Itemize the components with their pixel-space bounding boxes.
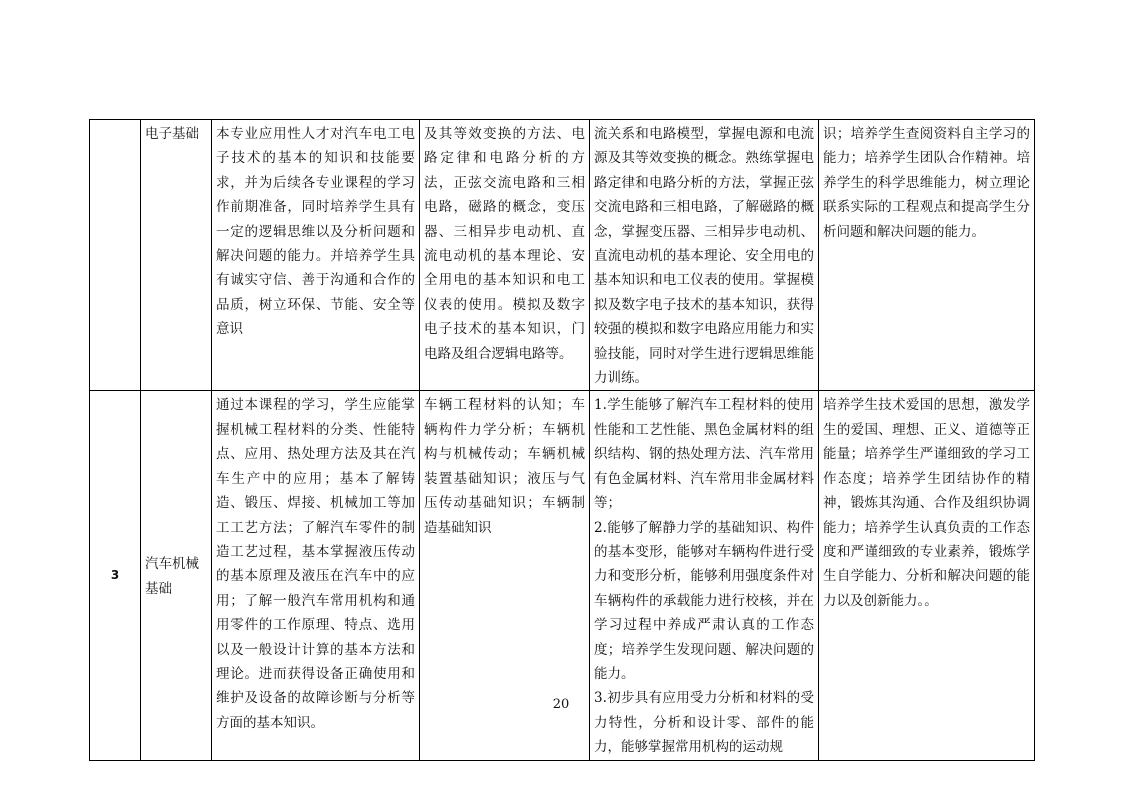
table-row — [90, 120, 1035, 391]
course-content — [420, 120, 590, 391]
page-number: 20 — [552, 697, 570, 712]
course-requirements — [590, 120, 819, 391]
course-quality-goals — [819, 120, 1035, 391]
course-content-text: 及其等效变换的方法、电路定律和电路分析的方法，正弦交流电路和三相电路，磁路的概念，变压器、三相异步电动机、直流电动机的基本理论、安全用电的基本知识和电工仪表的使用。模拟及数字电子技术的基本知识，门电路及组合逻辑电路等。 — [424, 126, 585, 362]
course-requirements-text: 1.学生能够了解汽车工程材料的使用性能和工艺性能、黑色金属材料的组织结构、钢的热处理方法、汽车常用有色金属材料、汽车常用非金属材料等； 2.能够了解静力学的基础知识、构件的基本变形，能够对车辆构件进行受力和变形分析，能够利用强度条件对车辆构件的承载能力进行校核，并在学习过程中养成严肃认真的工作态度；培养学生发现问题、解决问题的能力。 3.初步具有应用受力分析和材料的受力特性，分析和设计零、部件的能力，能够掌握常用机构的运动规 — [594, 397, 814, 756]
course-name-text: 电子基础 — [145, 126, 199, 142]
course-objective — [212, 120, 420, 391]
course-name-text: 汽车机械基础 — [145, 556, 199, 597]
course-number: 3 — [90, 391, 141, 760]
course-quality-text: 识；培养学生查阅资料自主学习的能力；培养学生团队合作精神。培养学生的科学思维能力，树立理论联系实际的工程观点和提高学生分析问题和解决问题的能力。 — [823, 126, 1030, 240]
course-number — [90, 120, 141, 391]
course-objective-text: 通过本课程的学习，学生应能掌握机械工程材料的分类、性能特点、应用、热处理方法及其在汽车生产中的应用；基本了解铸造、锻压、焊接、机械加工等加工工艺方法；了解汽车零件的制造工艺过程，基本掌握液压传动的基本原理及液压在汽车中的应用；了解一般汽车常用机构和通用零件的工作原理、特点、选用以及一般设计计算的基本方法和理论。进而获得设备正确使用和维护及设备的故障诊断与分析等方面的基本知识。 — [216, 397, 415, 731]
course-name — [141, 120, 212, 391]
course-quality-text: 培养学生技术爱国的思想，激发学生的爱国、理想、正义、道德等正能量；培养学生严谨细致的学习工作态度；培养学生团结协作的精神，锻炼其沟通、合作及组织协调能力；培养学生认真负责的工作态度和严谨细致的专业素养，锻炼学生自学能力、分析和解决问题的能力以及创新能力。。 — [823, 397, 1030, 609]
course-objective-text: 本专业应用性人才对汽车电工电子技术的基本的知识和技能要求，并为后续各专业课程的学习作前期准备，同时培养学生具有一定的逻辑思维以及分析问题和解决问题的能力。并培养学生具有诚实守信、善于沟通和合作的品质，树立环保、节能、安全等意识 — [216, 126, 415, 338]
course-content-text: 车辆工程材料的认知；车辆构件力学分析；车辆机构与机械传动；车辆机械装置基础知识；液压与气压传动基础知识；车辆制造基础知识 — [424, 397, 585, 536]
course-table — [89, 119, 1035, 761]
course-requirements-text: 流关系和电路模型，掌握电源和电流源及其等效变换的概念。熟练掌握电路定律和电路分析的方法，掌握正弦交流电路和三相电路，了解磁路的概念，掌握变压器、三相异步电动机、直流电动机的基本理论、安全用电的基本知识和电工仪表的使用。掌握模拟及数字电子技术的基本知识，获得较强的模拟和数字电路应用能力和实验技能，同时对学生进行逻辑思维能力训练。 — [594, 126, 814, 387]
